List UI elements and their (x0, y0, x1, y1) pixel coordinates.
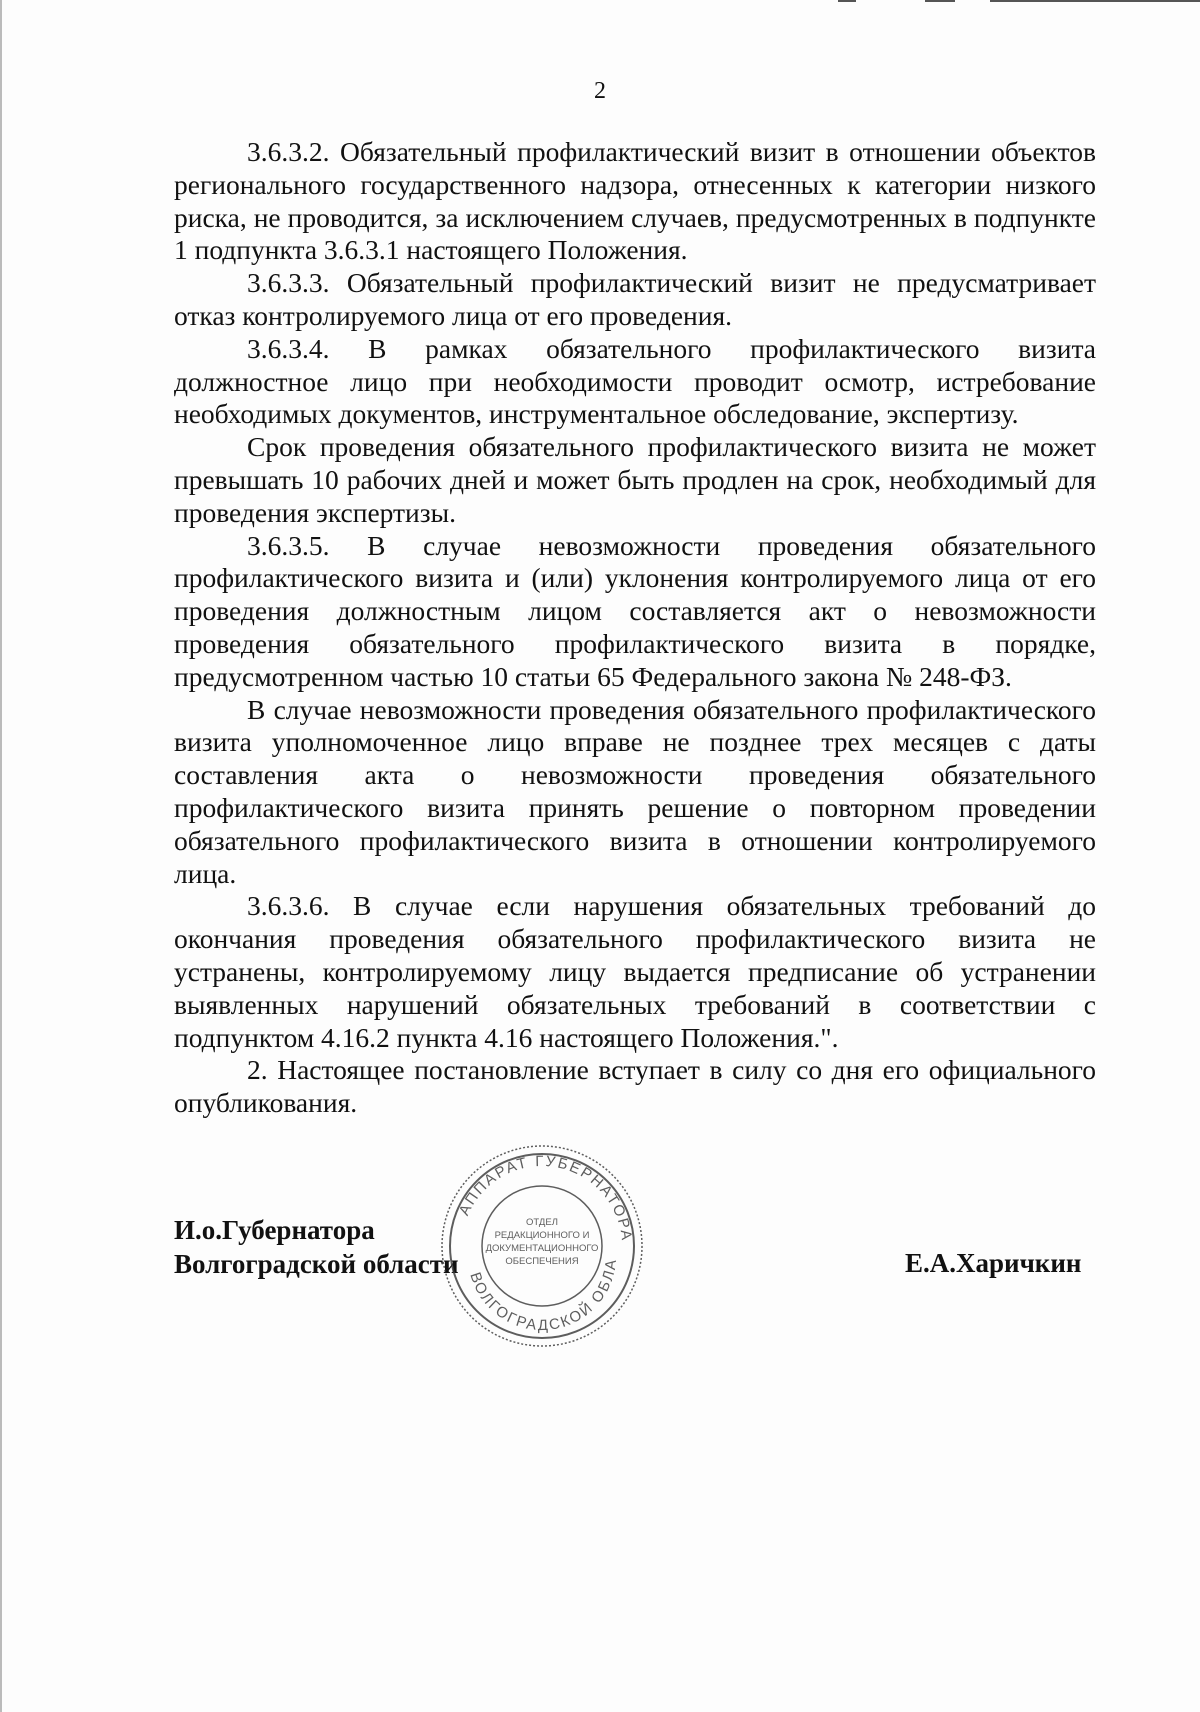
signatory-title (174, 1213, 459, 1281)
paragraph: 3.6.3.4. В рамках обязательного профилактического визита должностное лицо при необходимости проводит осмотр, истребование необходимых документов, инструментальное обследование, экспертизу. (174, 332, 1096, 430)
paragraph: 3.6.3.3. Обязательный профилактический визит не предусматривает отказ контролируемого лица от его проведения. (174, 267, 1096, 331)
document-body (174, 136, 1096, 1120)
scan-edge-mark (838, 0, 856, 2)
paragraph: 2. Настоящее постановление вступает в силу со дня его официального опубликования. (174, 1054, 1096, 1119)
svg-text:АППАРАТ ГУБЕРНАТОРА: АППАРАТ ГУБЕРНАТОРА (455, 1152, 636, 1243)
stamp-text: ОТДЕЛ (526, 1217, 558, 1228)
paragraph: 3.6.3.2. Обязательный профилактический визит в отношении объектов регионального государственного надзора, отнесенных к категории низкого риска, не проводится, за исключением случаев, предусмотренных в подпункте 1 подпункта 3.6.3.1 настоящего Положения. (174, 136, 1096, 266)
stamp-text: РЕДАКЦИОННОГО И (494, 1230, 590, 1241)
scan-edge-mark (990, 0, 1200, 2)
paragraph: Срок проведения обязательного профилактического визита не может превышать 10 рабочих дней и может быть продлен на срок, необходимый для проведения экспертизы. (174, 431, 1096, 528)
scan-edge-mark (925, 0, 955, 2)
official-stamp (432, 1138, 652, 1354)
signatory-name: Е.А.Харичкин (905, 1248, 1082, 1278)
page-number: 2 (594, 78, 606, 104)
stamp-text: ОБЕСПЕЧЕНИЯ (505, 1256, 579, 1267)
paragraph: 3.6.3.5. В случае невозможности проведения обязательного профилактического визита и (или) уклонения контролируемого лица от его проведения должностным лицом составляется акт о невозможности проведения обязательного профилактического визита в порядке, предусмотренном частью 10 статьи 65 Федерального закона № 248-ФЗ. (174, 529, 1096, 692)
paragraph: 3.6.3.6. В случае если нарушения обязательных требований до окончания проведения обязательного профилактического визита не устранены, контролируемому лицу выдается предписание об устранении выявленных нарушений обязательных требований в соответствии с подпунктом 4.16.2 пункта 4.16 настоящего Положения.". (174, 890, 1096, 1053)
svg-text:ВОЛГОГРАДСКОЙ ОБЛАСТИ: ВОЛГОГРАДСКОЙ ОБЛА (466, 1257, 621, 1335)
signatory-title-line: Волгоградской области (174, 1249, 459, 1279)
scan-edge-mark (0, 0, 2, 1712)
stamp-text: ДОКУМЕНТАЦИОННОГО (485, 1243, 599, 1254)
signatory-title-line: И.о.Губернатора (174, 1215, 375, 1245)
paragraph: В случае невозможности проведения обязательного профилактического визита уполномоченное лицо вправе не позднее трех месяцев с даты составления акта о невозможности проведения обязательного профилактического визита принять решение о повторном проведении обязательного профилактического визита в отношении контролируемого лица. (174, 693, 1096, 889)
